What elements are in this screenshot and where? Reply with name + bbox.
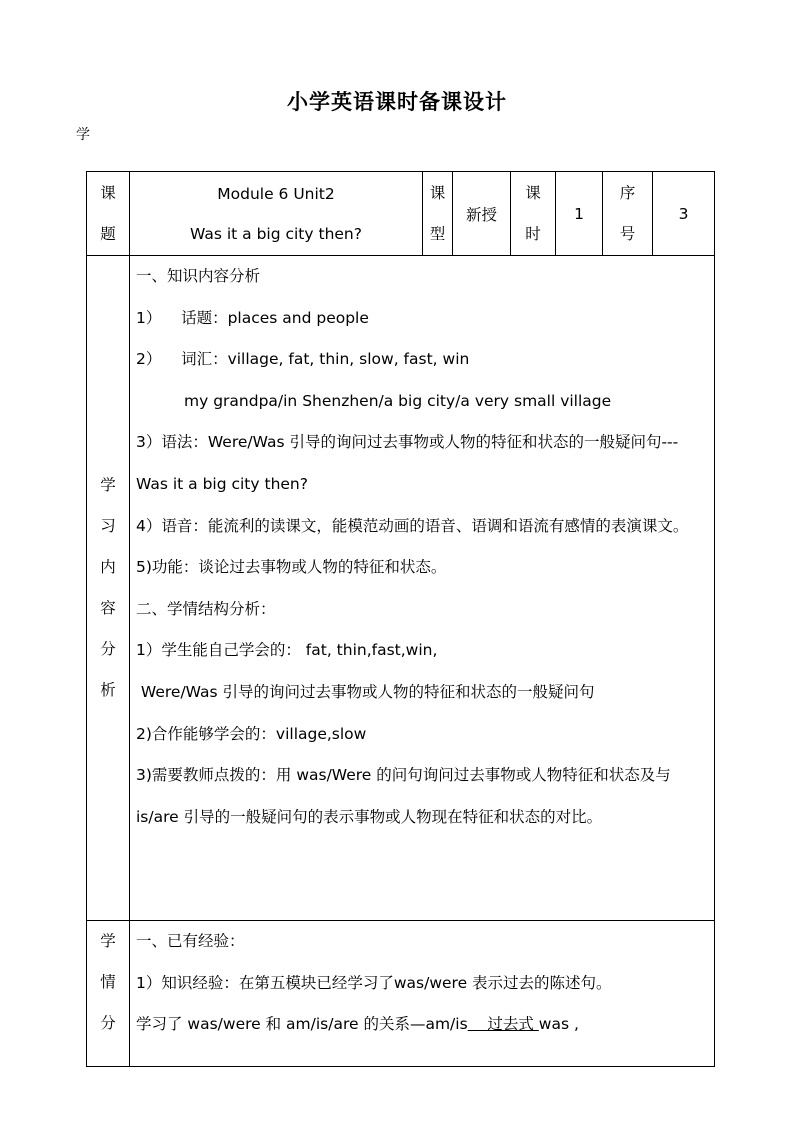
topic-line: 1） 话题：places and people xyxy=(136,308,369,327)
type-label: 课 型 xyxy=(423,172,453,256)
past-tense-underlined: 过去式 xyxy=(467,1015,539,1034)
knowledge-experience-line: 1）知识经验：在第五模块已经学习了was/were 表示过去的陈述句。 xyxy=(136,973,612,992)
content-analysis-row xyxy=(87,256,715,921)
content-analysis-label: 学 习 内 容 分 析 xyxy=(87,256,130,921)
subject-label: 课 题 xyxy=(87,172,130,256)
period-value: 1 xyxy=(556,172,603,256)
self-learn-line: 1）学生能自己学会的： fat, thin,fast,win, xyxy=(136,641,438,660)
self-learn-grammar-line: Were/Was 引导的询问过去事物或人物的特征和状态的一般疑问句 xyxy=(136,682,595,701)
knowledge-heading: 一、知识内容分析 xyxy=(136,267,261,285)
lesson-label: Was it a big city then? xyxy=(190,224,362,243)
vocabulary-line: 2） 词汇：village, fat, thin, slow, fast, win xyxy=(136,350,470,369)
content-analysis-body xyxy=(130,256,715,921)
period-label: 课 时 xyxy=(511,172,556,256)
grammar-line: 3）语法：Were/Was 引导的询问过去事物或人物的特征和状态的一般疑问句---Was it a big city then? xyxy=(136,433,679,493)
header-row xyxy=(87,172,715,256)
phrases-line: my grandpa/in Shenzhen/a big city/a very small village xyxy=(184,391,612,410)
situation-row xyxy=(87,921,715,1067)
lesson-plan-table xyxy=(86,171,715,1067)
experience-heading: 一、已有经验： xyxy=(136,932,245,950)
situation-label: 学 情 分 xyxy=(87,921,130,1067)
page-title: 小学英语课时备课设计 xyxy=(287,90,507,114)
situation-body xyxy=(130,921,715,1067)
cooperative-line: 2)合作能够学会的：village,slow xyxy=(136,724,367,743)
was-were-relation-line: 学习了 was/were 和 am/is/are 的关系—am/is 过去式 was , xyxy=(136,1015,579,1034)
function-line: 5)功能：谈论过去事物或人物的特征和状态。 xyxy=(136,558,447,577)
lesson-title-cell xyxy=(130,172,423,256)
pronunciation-line: 4）语音：能流利的读课文，能模范动画的语音、语调和语流有感情的表演课文。 xyxy=(136,516,689,535)
seq-value: 3 xyxy=(653,172,715,256)
teacher-guidance-line: 3)需要教师点拨的：用 was/Were 的问句询问过去事物或人物特征和状态及与 is/are 引导的一般疑问句的表示事物或人物现在特征和状态的对比。 xyxy=(136,766,671,826)
type-value: 新授 xyxy=(453,172,511,256)
seq-label: 序 号 xyxy=(603,172,653,256)
learner-analysis-heading: 二、学情结构分析： xyxy=(136,599,276,618)
margin-character: 学 xyxy=(76,127,90,143)
module-label: Module 6 Unit2 xyxy=(217,184,335,203)
